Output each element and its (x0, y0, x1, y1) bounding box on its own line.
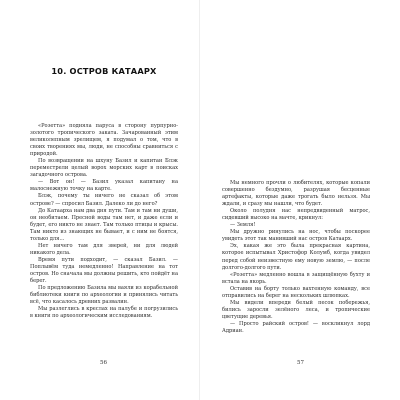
paragraph: Мы немного прочли о любителях, которые копали совершенно бездумно, разрушая бесценные артефакты, которые даже трогать было нельзя. Мы ждали, и сразу мы нашли, что будет. (222, 180, 370, 208)
paragraph: Мы видели впереди белый песок побережья, бились заросли зелёного леса, и тропические цветущие деревья. (222, 299, 370, 320)
chapter-title: 10. ОСТРОВ КАТААРХ (51, 66, 157, 76)
paragraph: Нет ничего там для зверей, ни для людей никакого дела. (30, 242, 178, 256)
paragraph: До Катаарха нам два дня пути. Там и там ни души, он необитаем. Пресной воды там нет, и даже если и будет, его никто не знает. Там только птицы и крысы. Там никто из знающих не бывает, и с ним не боятся, только для… (30, 207, 178, 242)
paragraph: — Вот он! — Базил указал капитану на малоснежную точку на карте. (30, 179, 178, 193)
page-number: 56 (100, 360, 107, 366)
page-number: 57 (297, 360, 304, 366)
paragraph: «Розетта» подняла паруса в сторону пурпурно-золотого тропического заката. Зачарованный этим великолепным зрелищем, я подумал о том, что в своих творениях мы, люди, не способны сравниться с природой. (30, 123, 178, 158)
paragraph: Мы дружно ринулись на нос, чтобы поскорее увидеть этот так манивший нас остров Катаарх. (222, 229, 370, 243)
paragraph: — Земля! (230, 222, 256, 229)
paragraph: Время пути подходит, — сказал Базил. — Поплывём туда немедленно! Направление на тот остров. Но сначала мы должны решить, кто пойдёт на берег. (30, 256, 178, 285)
paragraph: Оставив на борту только вахтенную команду, все отправились на берег на нескольких шлюпках. (222, 285, 370, 299)
paragraph: — Просто райский остров! — воскликнул лорд Адриан. (222, 320, 370, 334)
right-page (200, 0, 400, 400)
right-page-text (222, 180, 370, 335)
paragraph: По возвращении на шхуну Базил и капитан Блэк переместрели целый ворох морских карт в поисках загадочного острова. (30, 158, 178, 179)
paragraph: Блэк, почему ты ничего не сказал об этом острове? — спросил Базил. Далеко ли до него? (30, 193, 178, 207)
paragraph: По предложению Базила мы ваяли из корабельной библиотеки книги по археологии и принялись читать всё, что касалось древних развалин. (30, 285, 178, 306)
paragraph: Эх, какая же это была прекрасная картина, которое испытывал Христофор Колумб, когда увидел перед собой неизвестную ему новую землю, — после долгого-долгого пути. (222, 243, 370, 271)
paragraph: «Розетта» медленно вошла в защищённую бухту и встала на якорь. (222, 271, 370, 285)
paragraph: Около полудня нас непредвиденный матрос, сидевший высоко на мачте, крикнул: (222, 208, 370, 222)
paragraph: Мы разлеглись в креслах на палубе и погрузились в книги по археологическим исследованиям. (30, 306, 178, 320)
left-page-text (30, 123, 178, 320)
